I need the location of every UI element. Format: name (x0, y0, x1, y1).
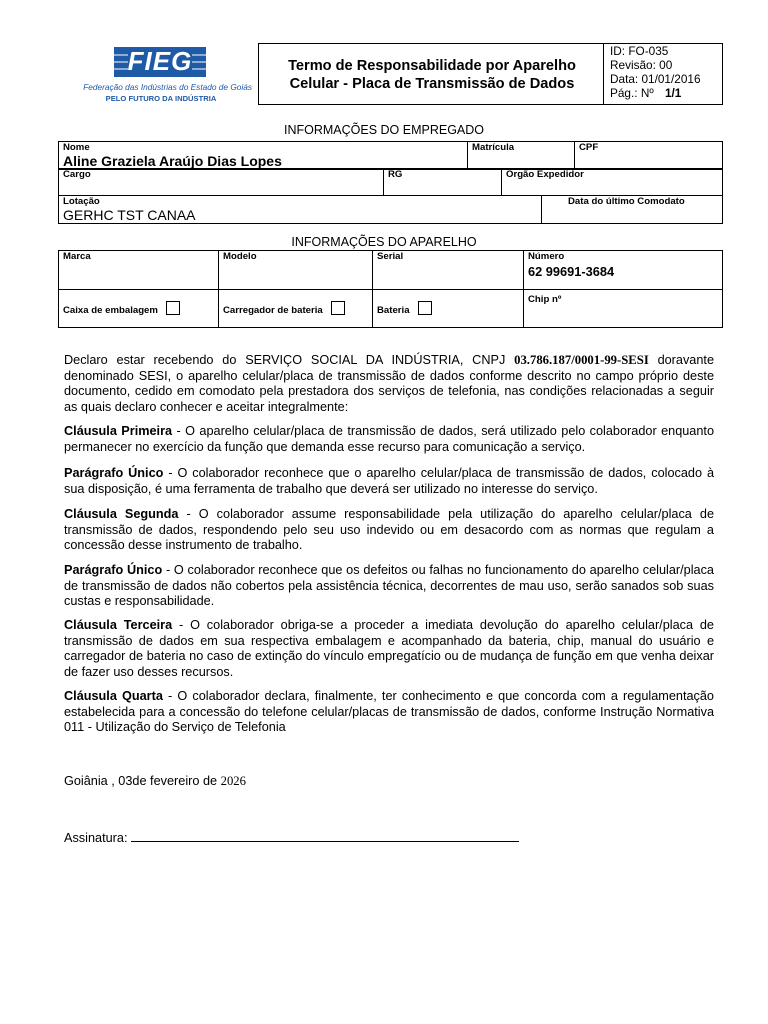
numero-cell[interactable] (524, 251, 723, 290)
comodato-cell[interactable] (542, 196, 723, 224)
employee-table (58, 141, 723, 170)
caixa-checkbox[interactable] (166, 301, 180, 315)
cargo-label: Cargo (63, 169, 91, 180)
caixa-label: Caixa de embalagem (63, 304, 158, 316)
nome-cell[interactable] (59, 142, 468, 170)
device-section-title: INFORMAÇÕES DO APARELHO (291, 235, 477, 249)
place-date (64, 774, 714, 790)
doc-revision: Revisão: 00 (610, 58, 673, 72)
signature-line[interactable] (131, 829, 519, 842)
clause-2 (64, 507, 714, 554)
nome-value: Aline Graziela Araújo Dias Lopes (63, 153, 282, 169)
clause-4 (64, 689, 714, 736)
paragraph-1-text: - O colaborador reconhece que o aparelho celular/placa de transmissão de dados, colocado à sua disposição, é uma ferramenta de trabalho que deverá ser utilizado no interesse do serviço. (64, 466, 715, 496)
modelo-label: Modelo (223, 251, 257, 262)
lotacao-label: Lotação (63, 196, 100, 207)
rg-cell[interactable] (384, 169, 502, 196)
paragraph-1 (64, 466, 714, 497)
device-table (58, 250, 723, 328)
logo-text: FIEG (127, 46, 193, 76)
modelo-cell[interactable] (219, 251, 373, 290)
clause-3 (64, 618, 714, 680)
chip-label: Chip nº (528, 294, 562, 305)
intro-text-a: Declaro estar recebendo do SERVIÇO SOCIAL DA INDÚSTRIA, CNPJ (64, 353, 515, 367)
rg-label: RG (388, 169, 403, 180)
doc-id: ID: FO-035 (610, 44, 669, 58)
cpf-label: CPF (579, 142, 599, 153)
comodato-label: Data do último Comodato (568, 196, 685, 207)
title-line-1: Termo de Responsabilidade por Aparelho (288, 58, 576, 74)
cargo-cell[interactable] (59, 169, 384, 196)
lotacao-cell[interactable] (59, 196, 542, 224)
cpf-cell[interactable] (575, 142, 723, 170)
title-line-2: Celular - Placa de Transmissão de Dados (289, 76, 575, 92)
clause-1-title: Cláusula Primeira (64, 424, 173, 438)
bateria-cell (373, 290, 524, 328)
clause-2-text: - O colaborador assume responsabilidade pela utilização do aparelho celular/placa de transmissão de dados, respondendo pelo seu uso indevido ou em desacordo com as normas que regulam a concessão desse instrumento de trabalho. (64, 507, 715, 552)
carregador-checkbox[interactable] (331, 301, 345, 315)
intro-cnpj: 03.786.187/0001-99-SESI (514, 353, 649, 367)
paragraph-1-title: Parágrafo Único (64, 466, 164, 480)
page-value: 1/1 (664, 86, 682, 100)
marca-label: Marca (63, 251, 91, 262)
carregador-cell (219, 290, 373, 328)
marca-cell[interactable] (59, 251, 219, 290)
paragraph-2 (64, 563, 714, 610)
logo-subtitle: Federação das Indústrias do Estado de Goiás (83, 82, 252, 92)
serial-label: Serial (377, 251, 404, 262)
carregador-label: Carregador de bateria (223, 304, 323, 316)
employee-table-row3 (58, 195, 723, 224)
signature-label: Assinatura: (64, 831, 131, 845)
clause-2-title: Cláusula Segunda (64, 507, 179, 521)
clause-4-title: Cláusula Quarta (64, 689, 163, 703)
nome-label: Nome (63, 142, 90, 153)
bateria-label: Bateria (377, 304, 410, 316)
employee-table-row2 (58, 168, 723, 196)
paragraph-2-title: Parágrafo Único (64, 563, 163, 577)
orgao-label: Orgão Expedidor (506, 169, 584, 180)
numero-label: Número (528, 251, 565, 262)
numero-value: 62 99691-3684 (528, 264, 615, 279)
page-label: Pág.: Nº (610, 86, 654, 100)
document-title (262, 57, 602, 93)
clause-3-title: Cláusula Terceira (64, 618, 173, 632)
clause-3-text: - O colaborador obriga-se a proceder a imediata devolução do aparelho celular/placa de transmissão de dados em sua respectiva embalagem e acompanhado da bateria, chip, manual do usuário e carregador de bateria no caso de extinção do vínculo empregatício ou de mudança de função em que venha deixar de fazer uso desses recursos. (64, 618, 714, 679)
clause-4-text: - O colaborador declara, finalmente, ter conhecimento e que concorda com a regulamentação estabelecida para a concessão do telefone celular/placas de transmissão de dados, conforme Instrução Normativa 011 - Utilização do Serviço de Telefonia (64, 689, 714, 734)
orgao-cell[interactable] (502, 169, 723, 196)
doc-page (610, 86, 681, 100)
place-date-year: 2026 (220, 774, 246, 788)
doc-date: Data: 01/01/2016 (610, 72, 701, 86)
paragraph-2-text: - O colaborador reconhece que os defeitos ou falhas no funcionamento do aparelho celular/placa de transmissão de dados não cobertos pela assistência técnica, decorrentes de mau uso, serão sanados sob suas custas e responsabilidade. (64, 563, 714, 608)
employee-section-title: INFORMAÇÕES DO EMPREGADO (283, 123, 485, 137)
lotacao-value: GERHC TST CANAA (63, 207, 196, 223)
clause-1-text: - O aparelho celular/placa de transmissão de dados, será utilizado pelo colaborador enquanto permanecer no exercício da função que demanda esse recurso para comunicação a serviço. (64, 424, 714, 454)
logo-tagline: PELO FUTURO DA INDÚSTRIA (105, 94, 217, 103)
intro-paragraph (64, 353, 714, 415)
bateria-checkbox[interactable] (418, 301, 432, 315)
matricula-cell[interactable] (468, 142, 575, 170)
caixa-cell (59, 290, 219, 328)
place-date-text: Goiânia , 03de fevereiro de (64, 774, 221, 788)
signature-row (64, 829, 714, 847)
intro-text-b: doravante denominado SESI, o aparelho celular/placa de transmissão de dados conforme descrito no campo próprio deste documento, cedido em comodato pela prestadora dos serviços de telefonia, nas condições relacionadas a seguir as quais declaro conhecer e aceitar integralmente: (64, 353, 714, 414)
serial-cell[interactable] (373, 251, 524, 290)
clause-1 (64, 424, 714, 455)
chip-cell[interactable] (524, 290, 723, 328)
matricula-label: Matrícula (472, 142, 515, 153)
